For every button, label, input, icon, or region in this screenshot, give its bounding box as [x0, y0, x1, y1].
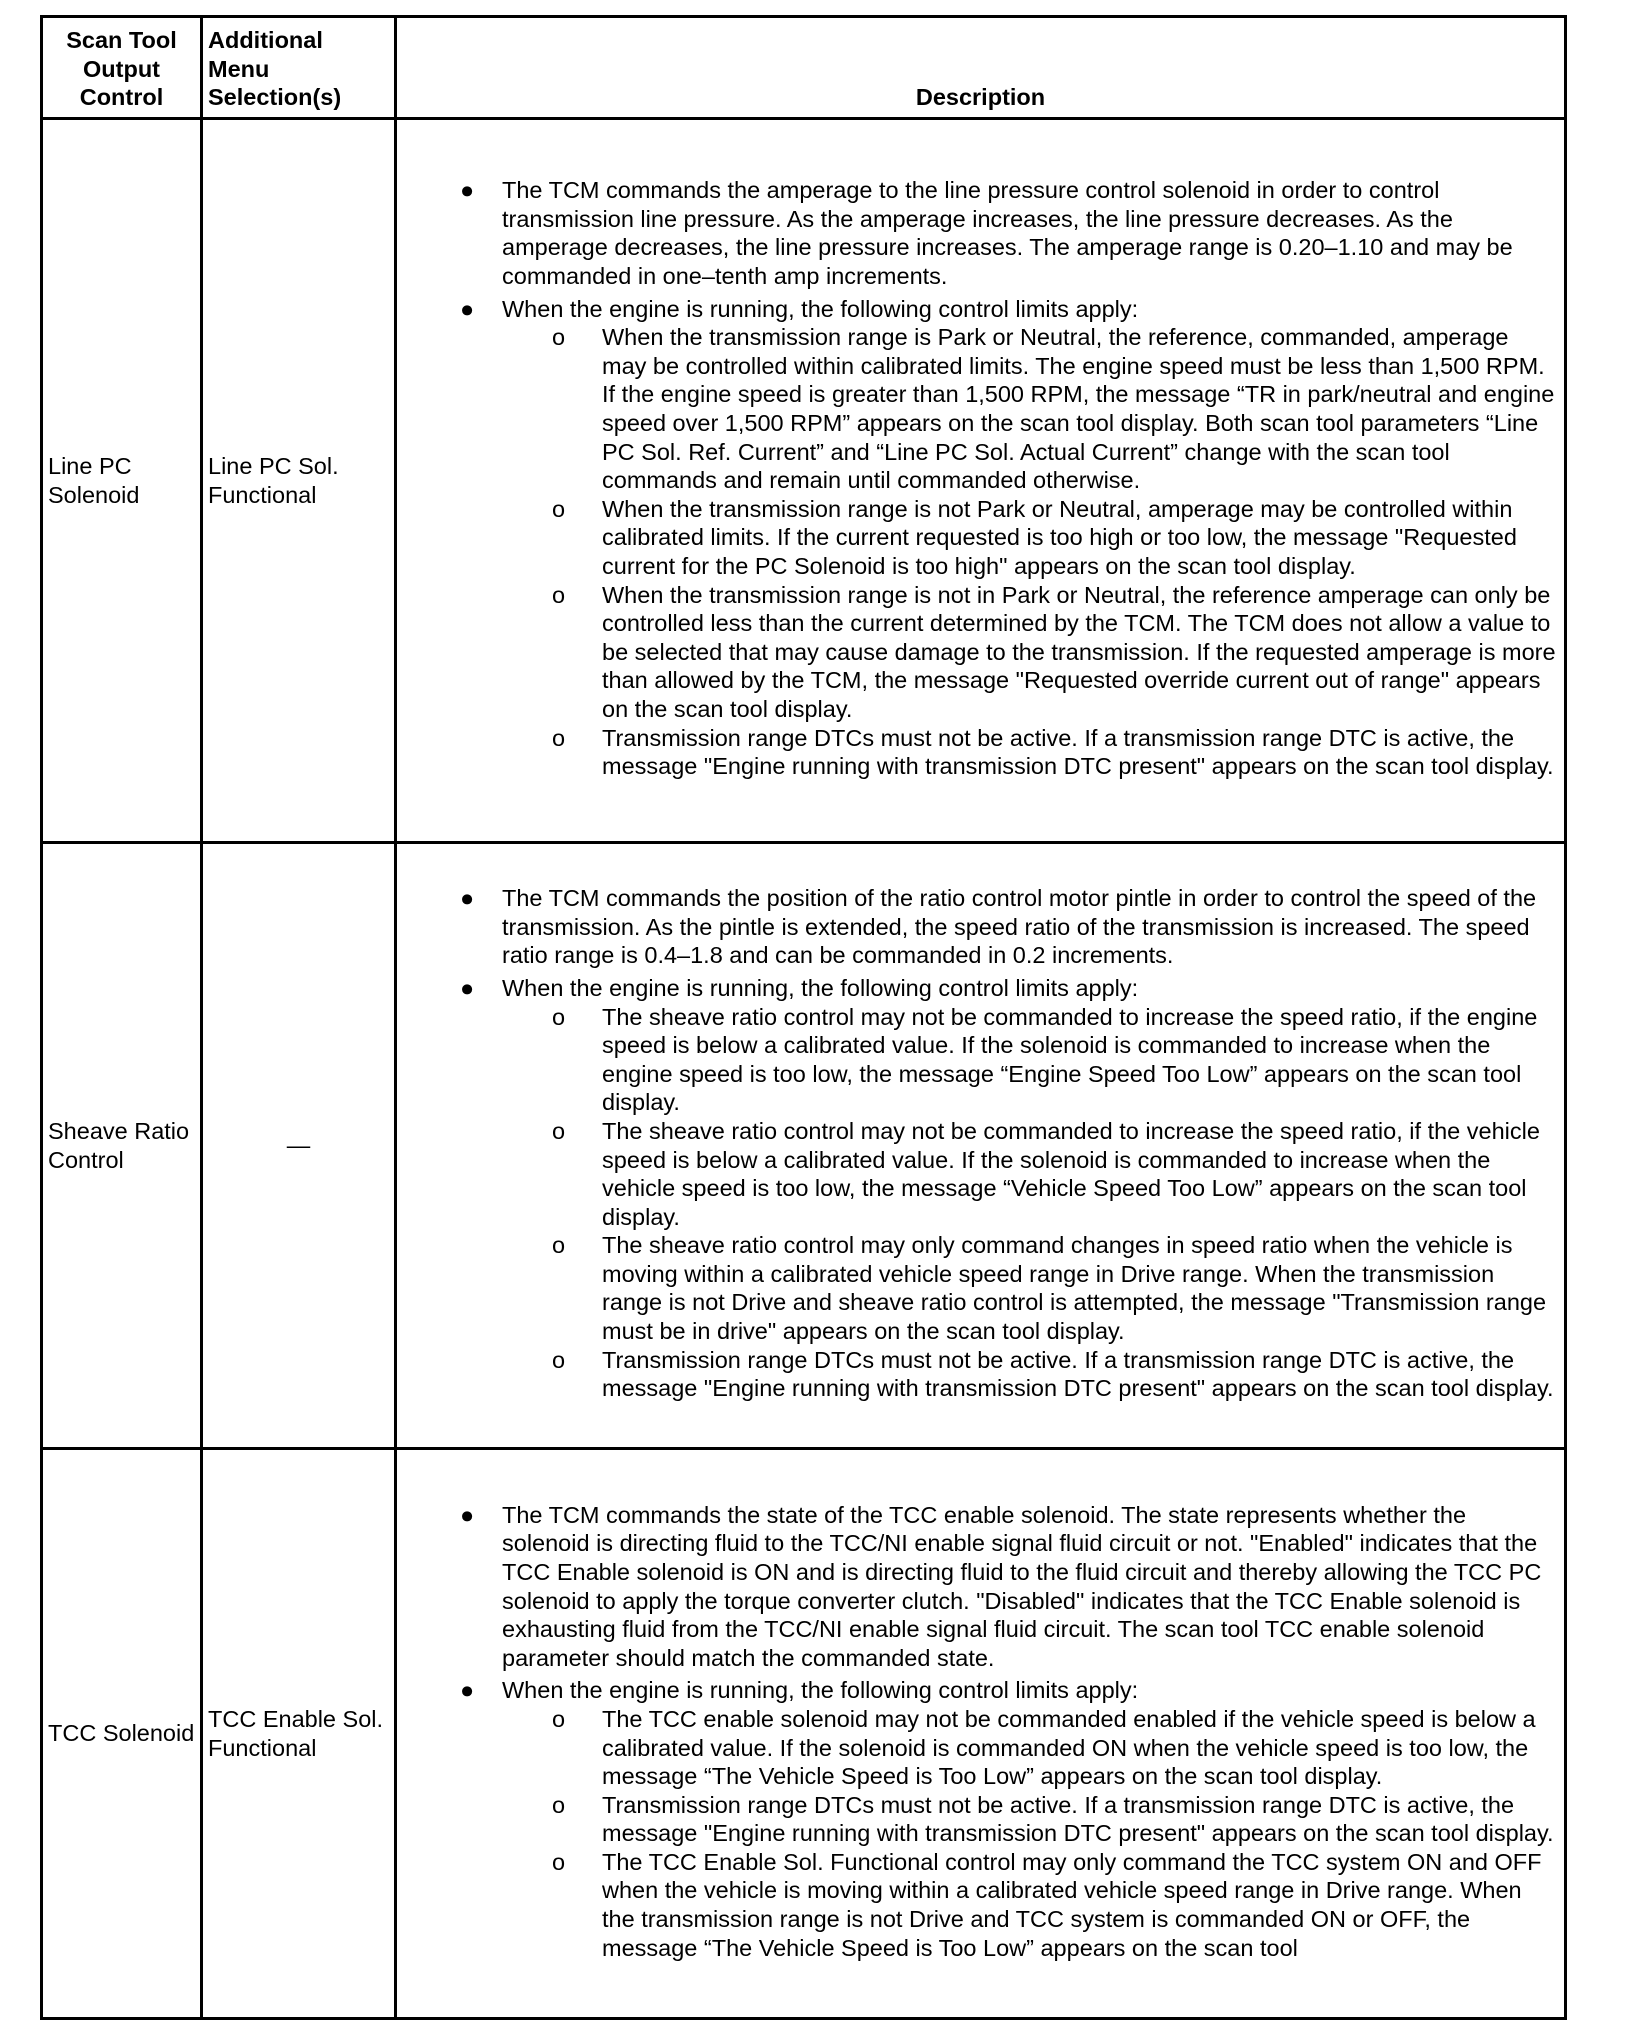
- bullet-text: When the engine is running, the following control limits apply:: [502, 295, 1139, 322]
- menu-selection-cell: —: [202, 843, 396, 1449]
- sub-text: When the transmission range is not Park or Neutral, amperage may be controlled within calibrated limits. If the current requested is too high or too low, the message "Requested current for the PC Solenoid is too high" appears on the scan tool display.: [602, 495, 1517, 579]
- control-cell: Line PC Solenoid: [42, 119, 202, 843]
- bullet-item: [402, 176, 1559, 290]
- sub-text: When the transmission range is Park or Neutral, the reference, commanded, amperage may be controlled within calibrated limits. The engine speed must be less than 1,500 RPM. If the engine speed is greater than 1,500 RPM, the message “TR in park/neutral and engine speed over 1,500 RPM” appears on the scan tool display. Both scan tool parameters “Line PC Sol. Ref. Current” and “Line PC Sol. Actual Current” change with the scan tool commands and remain until commanded otherwise.: [602, 324, 1555, 494]
- bullet-item: [402, 295, 1559, 781]
- control-cell: TCC Solenoid: [42, 1449, 202, 2019]
- bullet-text: The TCM commands the state of the TCC enable solenoid. The state represents whether the solenoid is directing fluid to the TCC/NI enable signal fluid circuit or not. "Enabled" indicates that the TCC Enable solenoid is ON and is directing fluid to the fluid circuit and thereby allowing the TCC PC solenoid to apply the torque converter clutch. "Disabled" indicates that the TCC Enable solenoid is exhausting fluid from the TCC/NI enable signal fluid circuit. The scan tool TCC enable solenoid parameter should match the commanded state.: [502, 1501, 1542, 1671]
- sub-list: [502, 1003, 1559, 1403]
- bullet-list: [402, 176, 1559, 780]
- sub-bullet-glyph: o: [552, 1232, 566, 1259]
- sub-bullet-glyph: o: [552, 1791, 566, 1818]
- bullet-glyph: ●: [460, 1501, 475, 1528]
- header-additional-menu-selections: Additional Menu Selection(s): [202, 17, 396, 119]
- bullet-item: [402, 1676, 1559, 1962]
- control-cell: Sheave Ratio Control: [42, 843, 202, 1449]
- bullet-text: When the engine is running, the following control limits apply:: [502, 1677, 1139, 1704]
- sub-list: [502, 323, 1559, 781]
- bullet-text: The TCM commands the amperage to the line pressure control solenoid in order to control transmission line pressure. As the amperage increases, the line pressure decreases. As the amperage decreases, the line pressure increases. The amperage range is 0.20–1.10 and may be commanded in one–tenth amp increments.: [502, 177, 1513, 290]
- bullet-glyph: ●: [460, 1677, 475, 1704]
- sub-bullet-glyph: o: [552, 1705, 566, 1732]
- bullet-glyph: ●: [460, 177, 475, 204]
- sub-item: [502, 495, 1559, 581]
- sub-text: The sheave ratio control may not be commanded to increase the speed ratio, if the vehicle speed is below a calibrated value. If the solenoid is commanded to increase when the vehicle speed is too low, the message “Vehicle Speed Too Low” appears on the scan tool display.: [602, 1117, 1540, 1230]
- bullet-glyph: ●: [460, 295, 475, 322]
- sub-bullet-glyph: o: [552, 495, 566, 522]
- table-header-row: [42, 17, 1566, 119]
- sub-text: The sheave ratio control may not be commanded to increase the speed ratio, if the engine speed is below a calibrated value. If the solenoid is commanded to increase when the engine speed is too low, the message “Engine Speed Too Low” appears on the scan tool display.: [602, 1003, 1538, 1116]
- bullet-list: [402, 1501, 1559, 1963]
- sub-bullet-glyph: o: [552, 724, 566, 751]
- table-row: [42, 119, 1566, 843]
- sub-item: [502, 1705, 1559, 1791]
- description-cell: [396, 119, 1566, 843]
- description-cell: [396, 843, 1566, 1449]
- sub-item: [502, 1003, 1559, 1117]
- sub-item: [502, 581, 1559, 724]
- description-cell: [396, 1449, 1566, 2019]
- sub-item: [502, 1791, 1559, 1848]
- sub-text: The sheave ratio control may only command changes in speed ratio when the vehicle is moving within a calibrated vehicle speed range in Drive range. When the transmission range is not Drive and sheave ratio control is attempted, the message "Transmission range must be in drive" appears on the scan tool display.: [602, 1232, 1547, 1345]
- bullet-text: The TCM commands the position of the ratio control motor pintle in order to control the speed of the transmission. As the pintle is extended, the speed ratio of the transmission is increased. The speed ratio range is 0.4–1.8 and can be commanded in 0.2 increments.: [502, 885, 1537, 969]
- sub-bullet-glyph: o: [552, 324, 566, 351]
- bullet-text: When the engine is running, the following control limits apply:: [502, 974, 1139, 1001]
- output-control-table: [40, 15, 1567, 2020]
- sub-text: When the transmission range is not in Park or Neutral, the reference amperage can only be controlled less than the current determined by the TCM. The TCM does not allow a value to be selected that may cause damage to the transmission. If the requested amperage is more than allowed by the TCM, the message "Requested override current out of range" appears on the scan tool display.: [602, 581, 1556, 722]
- sub-bullet-glyph: o: [552, 1003, 566, 1030]
- sub-item: [502, 724, 1559, 781]
- sub-text: The TCC enable solenoid may not be commanded enabled if the vehicle speed is below a calibrated value. If the solenoid is commanded ON when the vehicle speed is too low, the message “The Vehicle Speed is Too Low” appears on the scan tool display.: [602, 1705, 1536, 1790]
- sub-bullet-glyph: o: [552, 1117, 566, 1144]
- sub-bullet-glyph: o: [552, 581, 566, 608]
- sub-text: The TCC Enable Sol. Functional control may only command the TCC system ON and OFF when the vehicle is moving within a calibrated vehicle speed range in Drive range. When the transmission range is not Drive and TCC system is commanded ON or OFF, the message “The Vehicle Speed is Too Low” appears on the scan tool: [602, 1848, 1542, 1961]
- sub-bullet-glyph: o: [552, 1848, 566, 1875]
- table-row: [42, 843, 1566, 1449]
- bullet-glyph: ●: [460, 885, 475, 912]
- sub-item: [502, 1231, 1559, 1345]
- sub-text: Transmission range DTCs must not be active. If a transmission range DTC is active, the message "Engine running with transmission DTC present" appears on the scan tool display.: [602, 1346, 1554, 1402]
- sub-item: [502, 1346, 1559, 1403]
- bullet-list: [402, 884, 1559, 1403]
- menu-selection-cell: Line PC Sol. Functional: [202, 119, 396, 843]
- header-scan-tool-output-control: Scan Tool Output Control: [42, 17, 202, 119]
- sub-item: [502, 1117, 1559, 1231]
- table-row: [42, 1449, 1566, 2019]
- sub-text: Transmission range DTCs must not be active. If a transmission range DTC is active, the message "Engine running with transmission DTC present" appears on the scan tool display.: [602, 1791, 1554, 1847]
- sub-list: [502, 1705, 1559, 1962]
- bullet-item: [402, 884, 1559, 970]
- sub-text: Transmission range DTCs must not be active. If a transmission range DTC is active, the message "Engine running with transmission DTC present" appears on the scan tool display.: [602, 724, 1554, 780]
- sub-bullet-glyph: o: [552, 1346, 566, 1373]
- menu-selection-cell: TCC Enable Sol. Functional: [202, 1449, 396, 2019]
- bullet-item: [402, 974, 1559, 1403]
- sub-item: [502, 323, 1559, 495]
- sub-item: [502, 1848, 1559, 1962]
- bullet-glyph: ●: [460, 974, 475, 1001]
- bullet-item: [402, 1501, 1559, 1673]
- header-description: Description: [396, 17, 1566, 119]
